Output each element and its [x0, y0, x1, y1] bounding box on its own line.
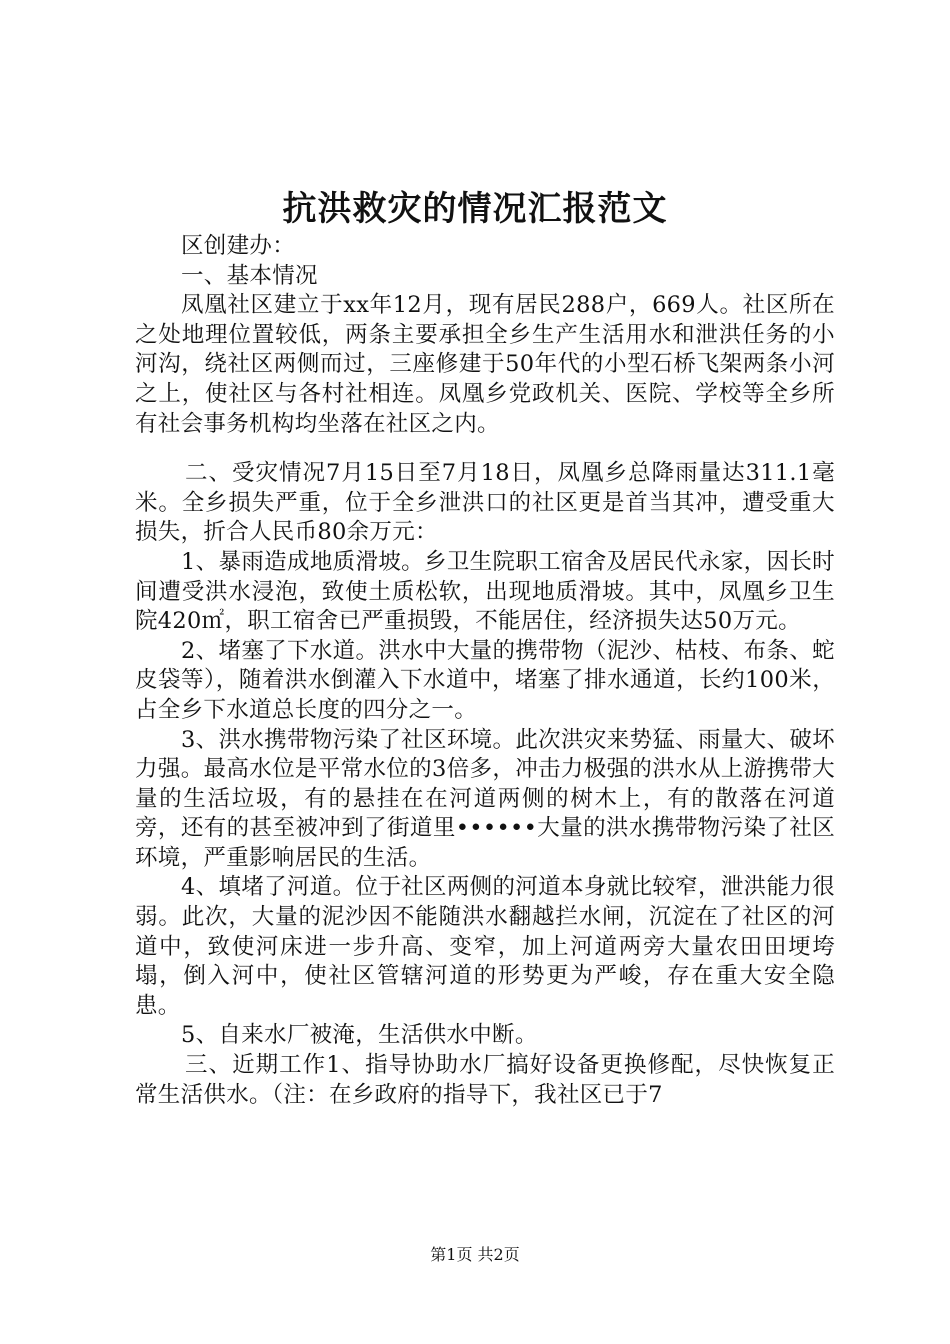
- paragraph-gap: [135, 439, 835, 459]
- salutation: 区创建办：: [181, 233, 296, 259]
- section2-paragraph: 二、受灾情况7月15日至7月18日，凤凰乡总降雨量达311.1毫米。全乡损失严重，位于全乡泄洪口的社区更是首当其冲，遭受重大损失，折合人民币80余万元：: [135, 460, 835, 546]
- section1-heading: 一、基本情况: [181, 262, 318, 289]
- item-2-paragraph: 2、堵塞了下水道。洪水中大量的携带物（泥沙、枯枝、布条、蛇皮袋等），随着洪水倒灌入下水道中，堵塞了排水通道，长约100米，占全乡下水道总长度的四分之一。: [135, 637, 835, 723]
- item-4-paragraph: 4、填堵了河道。位于社区两侧的河道本身就比较窄，泄洪能力很弱。此次，大量的泥沙因不能随洪水翻越拦水闸，沉淀在了社区的河道中，致使河床进一步升高、变窄，加上河道两旁大量农田田埂垮塌，倒入河中，使社区管辖河道的形势更为严峻，存在重大安全隐患。: [135, 874, 835, 1019]
- page-number-footer: 第1页 共2页: [430, 1245, 520, 1264]
- document-title: 抗洪救灾的情况汇报范文: [282, 189, 668, 229]
- item-3-paragraph: 3、洪水携带物污染了社区环境。此次洪灾来势猛、雨量大、破坏力强。最高水位是平常水位的3倍多，冲击力极强的洪水从上游携带大量的生活垃圾，有的悬挂在在河道两侧的树木上，有的散落在河道旁，还有的甚至被冲到了街道里••••••大量的洪水携带物污染了社区环境，严重影响居民的生活。: [135, 726, 835, 871]
- item-1-paragraph: 1、暴雨造成地质滑坡。乡卫生院职工宿舍及居民代永家，因长时间遭受洪水浸泡，致使土质松软，出现地质滑坡。其中，凤凰乡卫生院420㎡，职工宿舍已严重损毁，不能居住，经济损失达50万元。: [135, 548, 835, 635]
- item-5-paragraph: 5、自来水厂被淹，生活供水中断。: [181, 1022, 538, 1049]
- document-body: [135, 232, 835, 1110]
- section3-paragraph: 三、近期工作1、指导协助水厂搞好设备更换修配，尽快恢复正常生活供水。（注：在乡政府的指导下，我社区已于7: [135, 1052, 835, 1108]
- section1-paragraph: 凤凰社区建立于xx年12月，现有居民288户，669人。社区所在之处地理位置较低，两条主要承担全乡生产生活用水和泄洪任务的小河沟，绕社区两侧而过，三座修建于50年代的小型石桥飞架两条小河之上，使社区与各村社相连。凤凰乡党政机关、医院、学校等全乡所有社会事务机构均坐落在社区之内。: [135, 292, 835, 437]
